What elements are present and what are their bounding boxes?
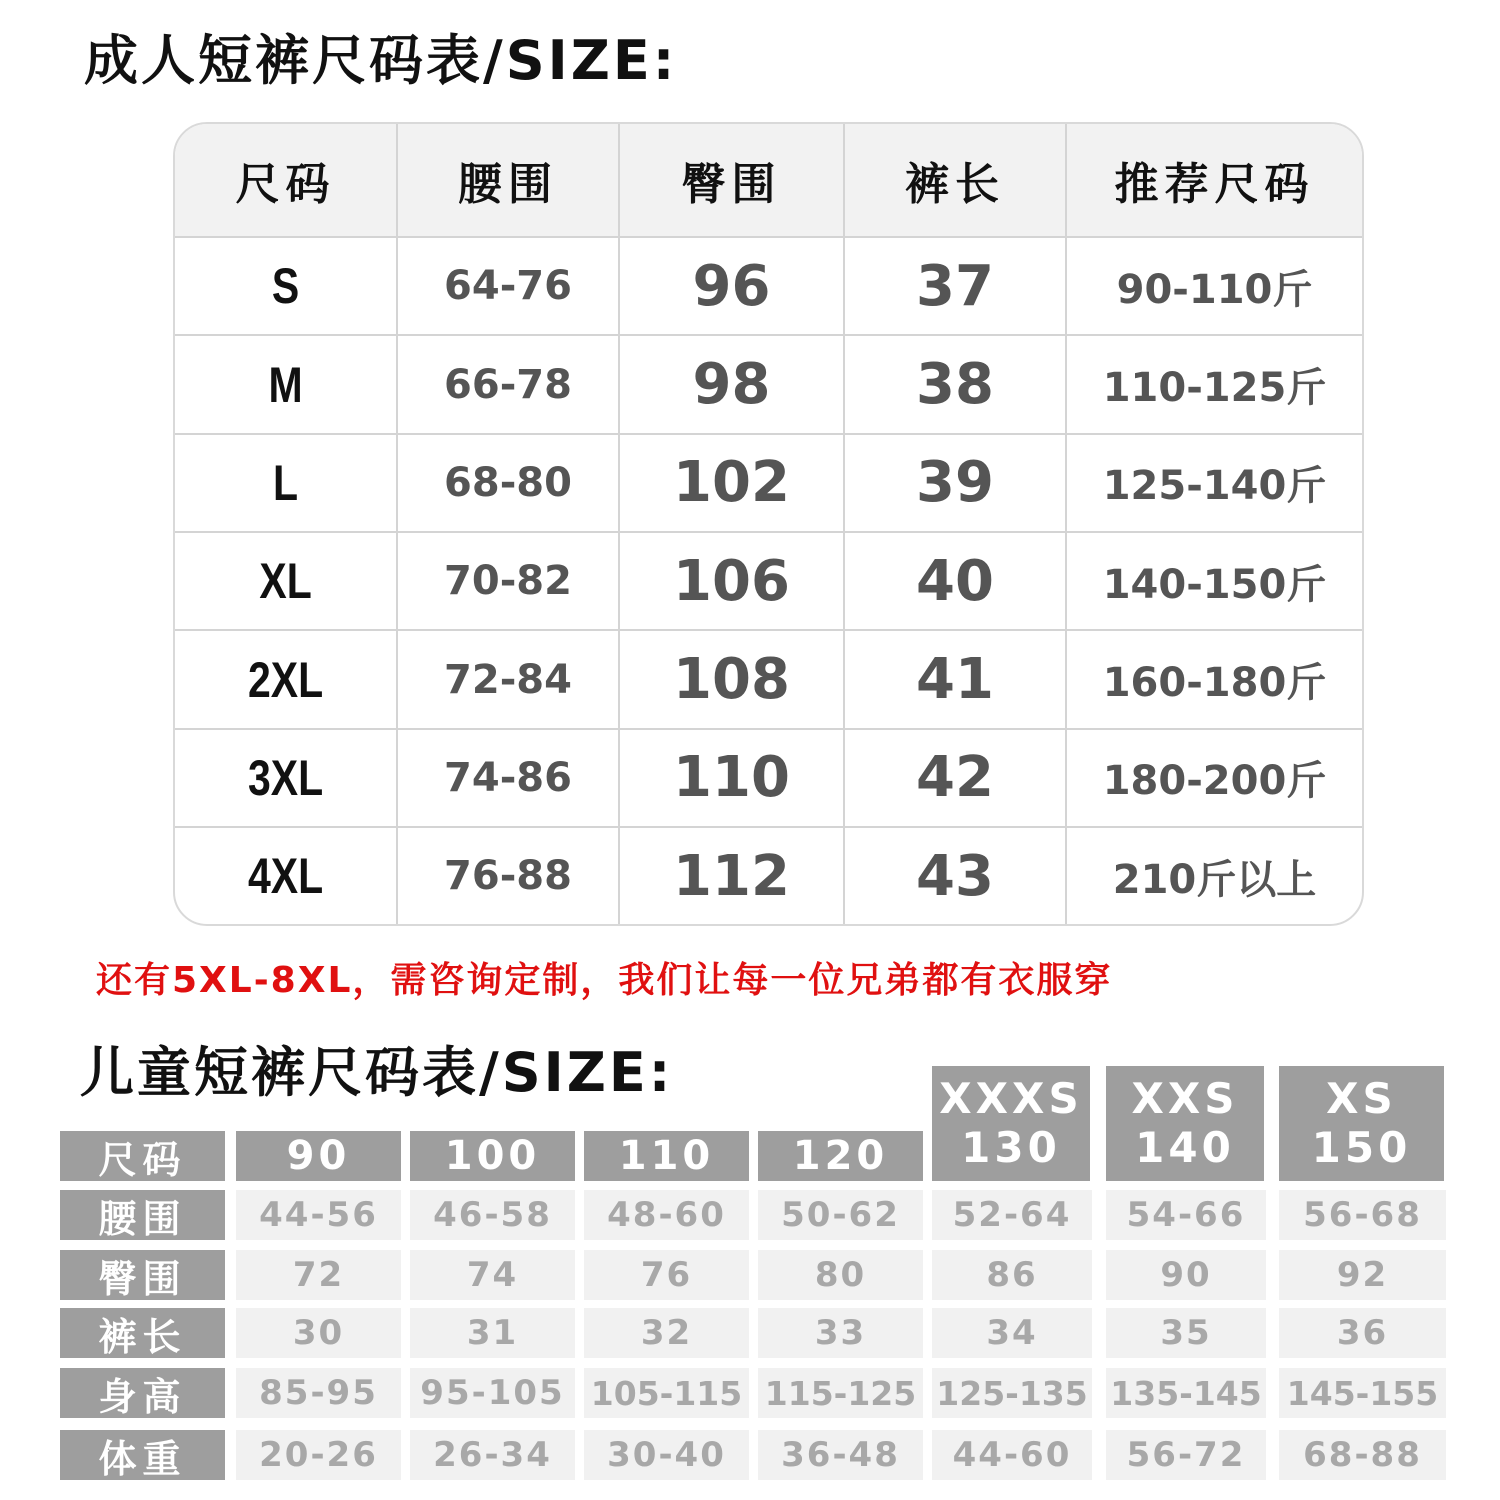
header-waist: 腰围 [397,124,619,237]
adult-size-chart-title: 成人短裤尺码表/SIZE: [84,29,678,92]
hip-cell: 96 [619,237,844,335]
kids-table-cell: 44-56 [236,1190,401,1240]
kids-table-cell: 56-72 [1106,1430,1266,1480]
recommend-cell: 125-140斤 [1066,434,1362,532]
hip-cell: 106 [619,532,844,630]
size-cell: 2XL [195,630,377,728]
kids-table-cell: 72 [236,1250,401,1300]
kids-size-tab [1279,1066,1444,1181]
size-cell: 4XL [195,827,377,924]
waist-cell: 68-80 [397,434,619,532]
size-cell: XL [195,532,377,630]
kids-size-letter: XXS [1131,1074,1239,1124]
kids-table-cell: 54-66 [1106,1190,1266,1240]
kids-size-number: 150 [1311,1122,1412,1172]
kids-row-label: 腰围 [60,1190,225,1240]
kids-table-cell: 85-95 [236,1368,401,1418]
length-cell: 42 [844,729,1066,827]
length-cell: 43 [844,827,1066,924]
kids-row-label: 尺码 [60,1131,225,1181]
hip-cell: 98 [619,335,844,433]
kids-size-chart-title: 儿童短裤尺码表/SIZE: [80,1041,674,1104]
adult-table-row [175,729,1362,827]
header-hip: 臀围 [619,124,844,237]
header-size: 尺码 [175,124,397,237]
kids-table-cell: 105-115 [584,1368,749,1418]
adult-header-row [175,124,1362,237]
kids-table-cell: 52-64 [932,1190,1092,1240]
hip-cell: 102 [619,434,844,532]
adult-table-row [175,335,1362,433]
hip-cell: 112 [619,827,844,924]
kids-size-tab [1106,1066,1264,1181]
kids-size-letter: XS [1326,1074,1397,1124]
waist-cell: 66-78 [397,335,619,433]
kids-table-cell: 76 [584,1250,749,1300]
hip-cell: 110 [619,729,844,827]
recommend-cell: 180-200斤 [1066,729,1362,827]
kids-table-cell: 31 [410,1308,575,1358]
hip-cell: 108 [619,630,844,728]
recommend-cell: 210斤以上 [1112,856,1317,903]
length-cell: 37 [844,237,1066,335]
kids-table-cell: 125-135 [932,1368,1092,1418]
kids-table-cell: 95-105 [410,1368,575,1418]
header-length: 裤长 [844,124,1066,237]
recommend-cell: 140-150斤 [1066,532,1362,630]
kids-size-header: 120 [758,1131,923,1181]
kids-table-cell: 80 [758,1250,923,1300]
kids-table-cell: 36 [1279,1308,1446,1358]
length-cell: 39 [844,434,1066,532]
kids-table-cell: 56-68 [1279,1190,1446,1240]
kids-table-cell: 115-125 [758,1368,923,1418]
kids-table-cell: 36-48 [758,1430,923,1480]
adult-table-row [175,827,1362,924]
kids-table-cell: 74 [410,1250,575,1300]
waist-cell: 70-82 [397,532,619,630]
kids-table-cell: 30-40 [584,1430,749,1480]
custom-size-note: 还有5XL-8XL，需咨询定制，我们让每一位兄弟都有衣服穿 [96,960,1113,1001]
length-cell: 40 [844,532,1066,630]
kids-table-cell: 68-88 [1279,1430,1446,1480]
adult-table-row [175,237,1362,335]
kids-size-tab [932,1066,1090,1181]
adult-size-table [173,122,1364,926]
waist-cell: 72-84 [397,630,619,728]
adult-table-row [175,630,1362,728]
kids-row-label: 身高 [60,1368,225,1418]
kids-row-label: 裤长 [60,1308,225,1358]
length-cell: 38 [844,335,1066,433]
waist-cell: 76-88 [397,827,619,924]
kids-table-cell: 30 [236,1308,401,1358]
size-cell: S [195,237,377,335]
kids-table-cell: 34 [932,1308,1092,1358]
header-recommend: 推荐尺码 [1066,124,1362,237]
kids-table-cell: 48-60 [584,1190,749,1240]
size-cell: L [195,434,377,532]
kids-table-cell: 86 [932,1250,1092,1300]
adult-table-row [175,532,1362,630]
length-cell: 41 [844,630,1066,728]
kids-size-header: 90 [236,1131,401,1181]
recommend-cell: 160-180斤 [1066,630,1362,728]
kids-table-cell: 135-145 [1106,1368,1266,1418]
kids-table-cell: 32 [584,1308,749,1358]
kids-table-cell: 46-58 [410,1190,575,1240]
kids-row-label: 臀围 [60,1250,225,1300]
kids-table-cell: 90 [1106,1250,1266,1300]
kids-size-header: 110 [584,1131,749,1181]
adult-table-row [175,434,1362,532]
kids-size-number: 140 [1135,1122,1235,1172]
kids-table-cell: 26-34 [410,1430,575,1480]
recommend-cell: 110-125斤 [1066,335,1362,433]
waist-cell: 64-76 [397,237,619,335]
kids-table-cell: 145-155 [1279,1368,1446,1418]
kids-size-letter: XXXS [939,1074,1083,1124]
recommend-cell: 90-110斤 [1066,237,1362,335]
kids-table-cell: 92 [1279,1250,1446,1300]
kids-table-cell: 44-60 [932,1430,1092,1480]
kids-table-cell: 50-62 [758,1190,923,1240]
size-cell: 3XL [195,729,377,827]
waist-cell: 74-86 [397,729,619,827]
kids-size-header: 100 [410,1131,575,1181]
kids-row-label: 体重 [60,1430,225,1480]
kids-table-cell: 20-26 [236,1430,401,1480]
kids-table-cell: 35 [1106,1308,1266,1358]
size-cell: M [195,335,377,433]
kids-size-number: 130 [961,1122,1061,1172]
kids-table-cell: 33 [758,1308,923,1358]
